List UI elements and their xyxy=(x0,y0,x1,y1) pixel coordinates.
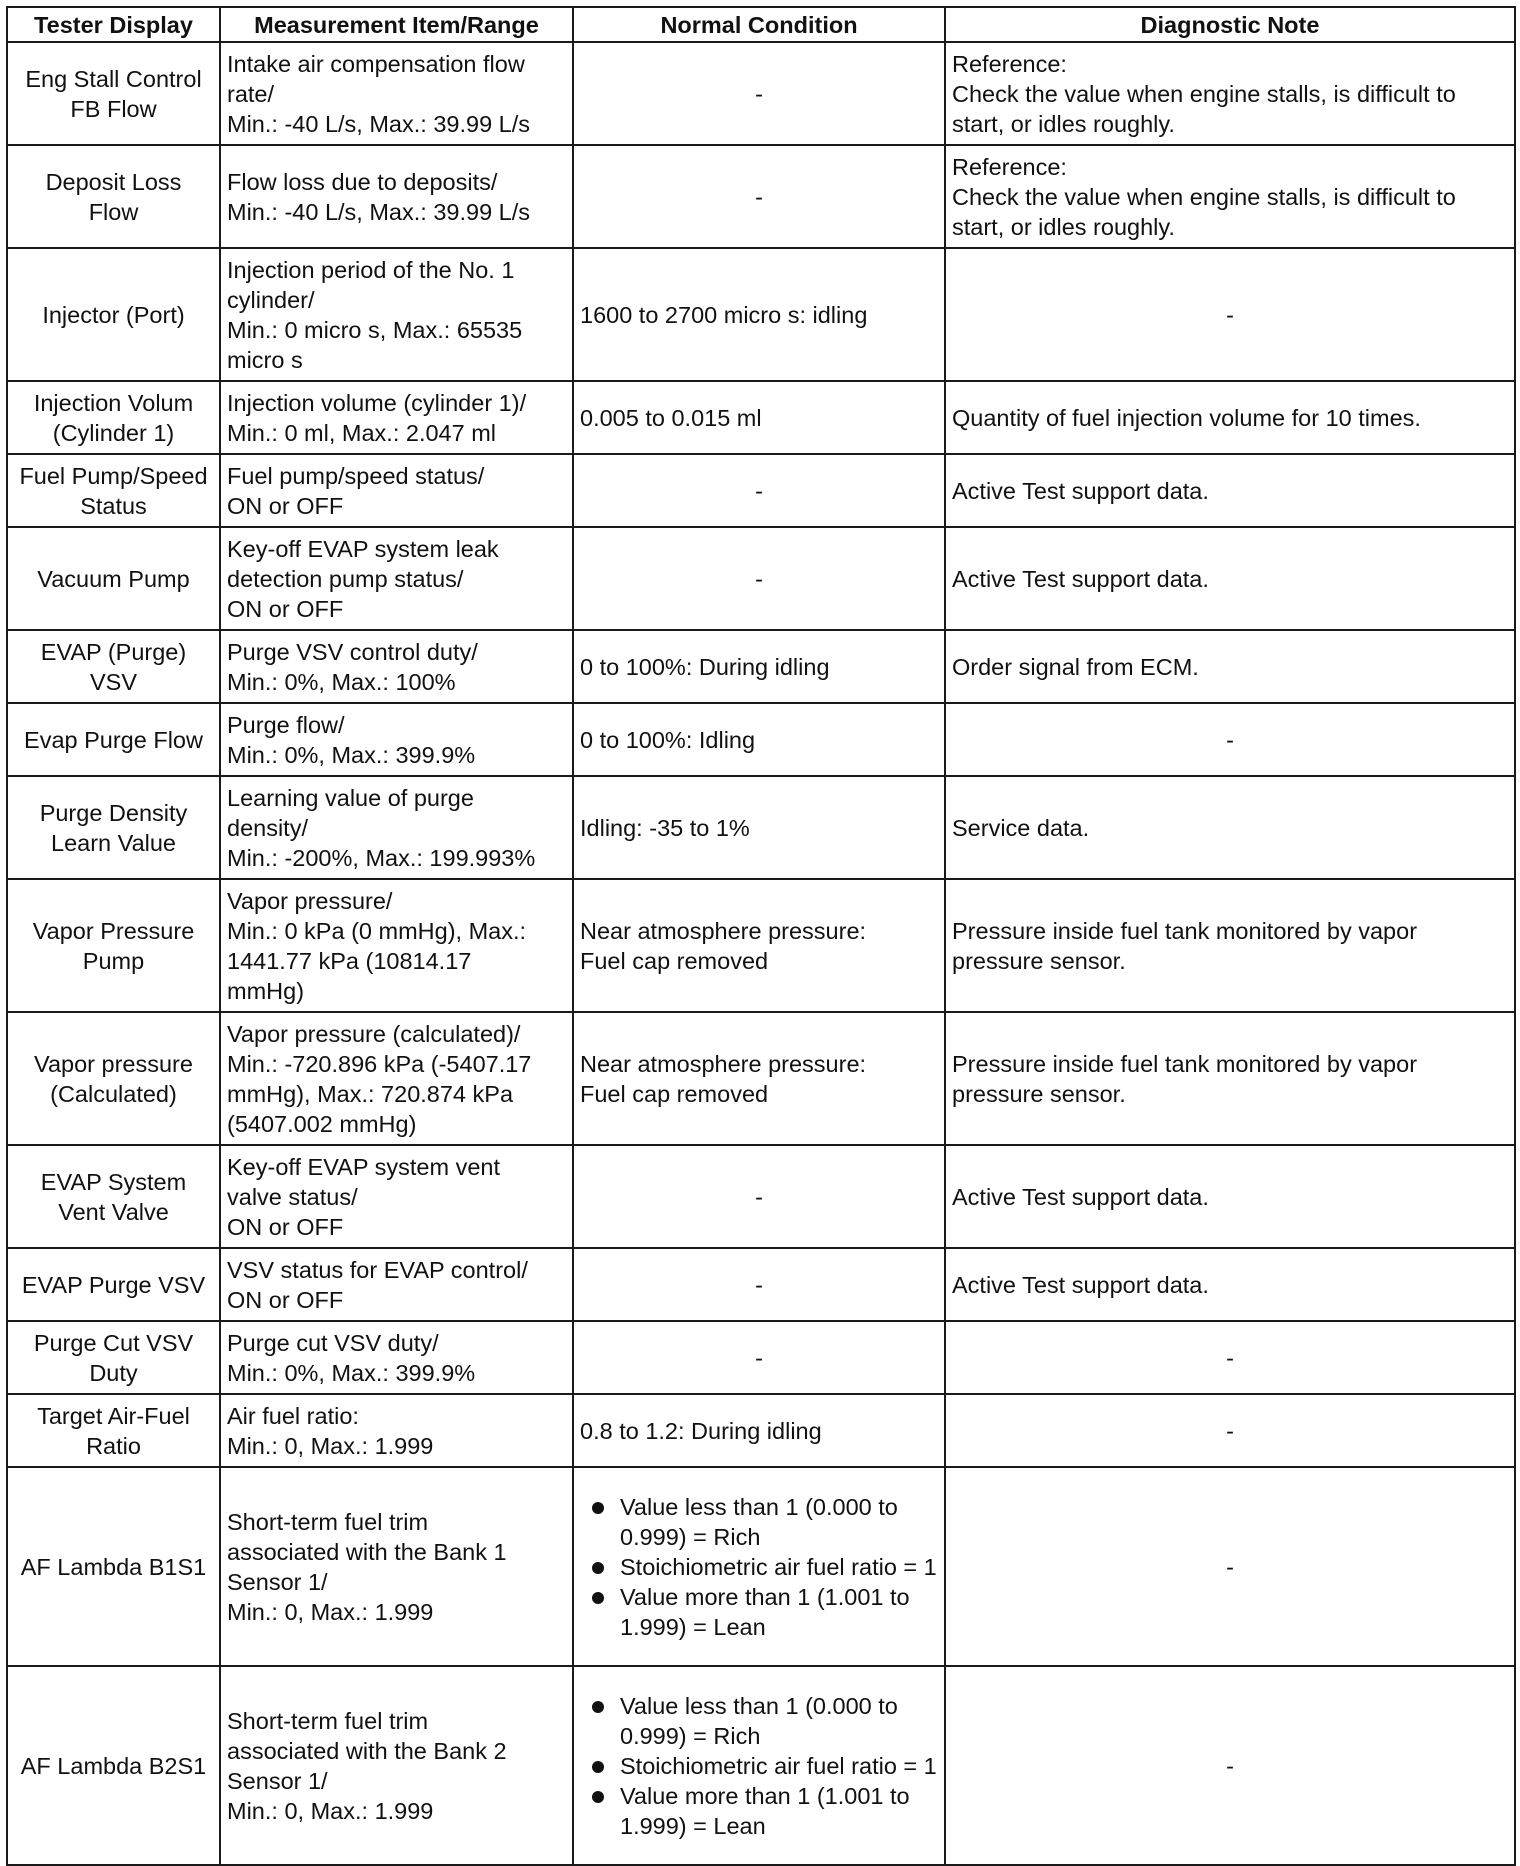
header-row xyxy=(7,7,1515,42)
measurement-item-cell: Purge flow/ Min.: 0%, Max.: 399.9% xyxy=(220,703,573,776)
tester-display-cell: AF Lambda B2S1 xyxy=(7,1666,220,1865)
diagnostic-note-cell: - xyxy=(945,1321,1515,1394)
table-row xyxy=(7,1145,1515,1248)
normal-condition-cell xyxy=(573,1467,945,1666)
measurement-item-cell: Short-term fuel trim associated with the Bank 2 Sensor 1/ Min.: 0, Max.: 1.999 xyxy=(220,1666,573,1865)
normal-condition-cell: - xyxy=(573,1321,945,1394)
bullet-list xyxy=(580,1691,938,1841)
bullet-list xyxy=(580,1492,938,1642)
tester-display-cell: EVAP (Purge) VSV xyxy=(7,630,220,703)
measurement-item-cell: Key-off EVAP system leak detection pump status/ ON or OFF xyxy=(220,527,573,630)
measurement-item-cell: Vapor pressure/ Min.: 0 kPa (0 mmHg), Max.: 1441.77 kPa (10814.17 mmHg) xyxy=(220,879,573,1012)
tester-display-cell: Fuel Pump/Speed Status xyxy=(7,454,220,527)
normal-condition-cell: 0 to 100%: During idling xyxy=(573,630,945,703)
bullet-item: Value less than 1 (0.000 to 0.999) = Rich xyxy=(620,1691,938,1751)
table-row xyxy=(7,630,1515,703)
table-row xyxy=(7,145,1515,248)
tester-display-cell: Target Air-Fuel Ratio xyxy=(7,1394,220,1467)
tester-display-cell: Evap Purge Flow xyxy=(7,703,220,776)
table-row xyxy=(7,1321,1515,1394)
diagnostic-note-cell: - xyxy=(945,1666,1515,1865)
measurement-item-cell: Air fuel ratio: Min.: 0, Max.: 1.999 xyxy=(220,1394,573,1467)
normal-condition-cell: 0.8 to 1.2: During idling xyxy=(573,1394,945,1467)
tester-data-table xyxy=(6,6,1516,1866)
tester-display-cell: Purge Density Learn Value xyxy=(7,776,220,879)
measurement-item-cell: Intake air compensation flow rate/ Min.: -40 L/s, Max.: 39.99 L/s xyxy=(220,42,573,145)
tester-display-cell: EVAP Purge VSV xyxy=(7,1248,220,1321)
measurement-item-cell: Fuel pump/speed status/ ON or OFF xyxy=(220,454,573,527)
diagnostic-note-cell: Pressure inside fuel tank monitored by vapor pressure sensor. xyxy=(945,879,1515,1012)
tester-display-cell: Deposit Loss Flow xyxy=(7,145,220,248)
diagnostic-note-cell: Pressure inside fuel tank monitored by vapor pressure sensor. xyxy=(945,1012,1515,1145)
measurement-item-cell: VSV status for EVAP control/ ON or OFF xyxy=(220,1248,573,1321)
diagnostic-note-cell: - xyxy=(945,1394,1515,1467)
table-row xyxy=(7,1394,1515,1467)
table-row xyxy=(7,248,1515,381)
measurement-item-cell: Injection volume (cylinder 1)/ Min.: 0 ml, Max.: 2.047 ml xyxy=(220,381,573,454)
diagnostic-note-cell: - xyxy=(945,703,1515,776)
header-normal-condition: Normal Condition xyxy=(573,7,945,42)
bullet-item: Stoichiometric air fuel ratio = 1 xyxy=(620,1553,937,1580)
measurement-item-cell: Key-off EVAP system vent valve status/ ON or OFF xyxy=(220,1145,573,1248)
table-row xyxy=(7,454,1515,527)
measurement-item-cell: Short-term fuel trim associated with the Bank 1 Sensor 1/ Min.: 0, Max.: 1.999 xyxy=(220,1467,573,1666)
normal-condition-cell: - xyxy=(573,454,945,527)
header-measurement-item: Measurement Item/Range xyxy=(220,7,573,42)
measurement-item-cell: Vapor pressure (calculated)/ Min.: -720.896 kPa (-5407.17 mmHg), Max.: 720.874 kPa (5407.002 mmHg) xyxy=(220,1012,573,1145)
bullet-item: Value more than 1 (1.001 to 1.999) = Lean xyxy=(620,1781,938,1841)
diagnostic-note-cell: Active Test support data. xyxy=(945,1145,1515,1248)
normal-condition-cell: 0.005 to 0.015 ml xyxy=(573,381,945,454)
tester-display-cell: Vacuum Pump xyxy=(7,527,220,630)
measurement-item-cell: Purge cut VSV duty/ Min.: 0%, Max.: 399.9% xyxy=(220,1321,573,1394)
table-row xyxy=(7,1012,1515,1145)
normal-condition-cell: - xyxy=(573,145,945,248)
measurement-item-cell: Purge VSV control duty/ Min.: 0%, Max.: 100% xyxy=(220,630,573,703)
table-row xyxy=(7,1666,1515,1865)
diagnostic-note-cell: Active Test support data. xyxy=(945,527,1515,630)
header-diagnostic-note: Diagnostic Note xyxy=(945,7,1515,42)
table-row xyxy=(7,1248,1515,1321)
table-row xyxy=(7,879,1515,1012)
diagnostic-note-cell: - xyxy=(945,248,1515,381)
normal-condition-cell: - xyxy=(573,1145,945,1248)
normal-condition-cell xyxy=(573,1666,945,1865)
measurement-item-cell: Flow loss due to deposits/ Min.: -40 L/s, Max.: 39.99 L/s xyxy=(220,145,573,248)
diagnostic-note-cell: Active Test support data. xyxy=(945,454,1515,527)
measurement-item-cell: Injection period of the No. 1 cylinder/ Min.: 0 micro s, Max.: 65535 micro s xyxy=(220,248,573,381)
normal-condition-cell: - xyxy=(573,1248,945,1321)
tester-display-cell: Injector (Port) xyxy=(7,248,220,381)
measurement-item-cell: Learning value of purge density/ Min.: -200%, Max.: 199.993% xyxy=(220,776,573,879)
table-row xyxy=(7,776,1515,879)
tester-display-cell: AF Lambda B1S1 xyxy=(7,1467,220,1666)
normal-condition-cell: 1600 to 2700 micro s: idling xyxy=(573,248,945,381)
diagnostic-note-cell: Reference: Check the value when engine stalls, is difficult to start, or idles roughly. xyxy=(945,145,1515,248)
tester-display-cell: Injection Volum (Cylinder 1) xyxy=(7,381,220,454)
table-row xyxy=(7,42,1515,145)
tester-display-cell: Eng Stall Control FB Flow xyxy=(7,42,220,145)
tester-display-cell: Vapor pressure (Calculated) xyxy=(7,1012,220,1145)
bullet-item: Value less than 1 (0.000 to 0.999) = Rich xyxy=(620,1492,938,1552)
normal-condition-cell: 0 to 100%: Idling xyxy=(573,703,945,776)
normal-condition-cell: - xyxy=(573,527,945,630)
diagnostic-note-cell: Reference: Check the value when engine stalls, is difficult to start, or idles roughly. xyxy=(945,42,1515,145)
table-row xyxy=(7,1467,1515,1666)
table-row xyxy=(7,703,1515,776)
tester-display-cell: Vapor Pressure Pump xyxy=(7,879,220,1012)
normal-condition-cell: Near atmosphere pressure: Fuel cap removed xyxy=(573,879,945,1012)
table-row xyxy=(7,527,1515,630)
diagnostic-note-cell: Quantity of fuel injection volume for 10 times. xyxy=(945,381,1515,454)
normal-condition-cell: Near atmosphere pressure: Fuel cap removed xyxy=(573,1012,945,1145)
diagnostic-note-cell: Service data. xyxy=(945,776,1515,879)
bullet-item: Stoichiometric air fuel ratio = 1 xyxy=(620,1752,937,1779)
bullet-item: Value more than 1 (1.001 to 1.999) = Lean xyxy=(620,1582,938,1642)
tester-display-cell: EVAP System Vent Valve xyxy=(7,1145,220,1248)
table-row xyxy=(7,381,1515,454)
tester-display-cell: Purge Cut VSV Duty xyxy=(7,1321,220,1394)
diagnostic-note-cell: Order signal from ECM. xyxy=(945,630,1515,703)
header-tester-display: Tester Display xyxy=(7,7,220,42)
normal-condition-cell: - xyxy=(573,42,945,145)
diagnostic-note-cell: Active Test support data. xyxy=(945,1248,1515,1321)
diagnostic-note-cell: - xyxy=(945,1467,1515,1666)
normal-condition-cell: Idling: -35 to 1% xyxy=(573,776,945,879)
